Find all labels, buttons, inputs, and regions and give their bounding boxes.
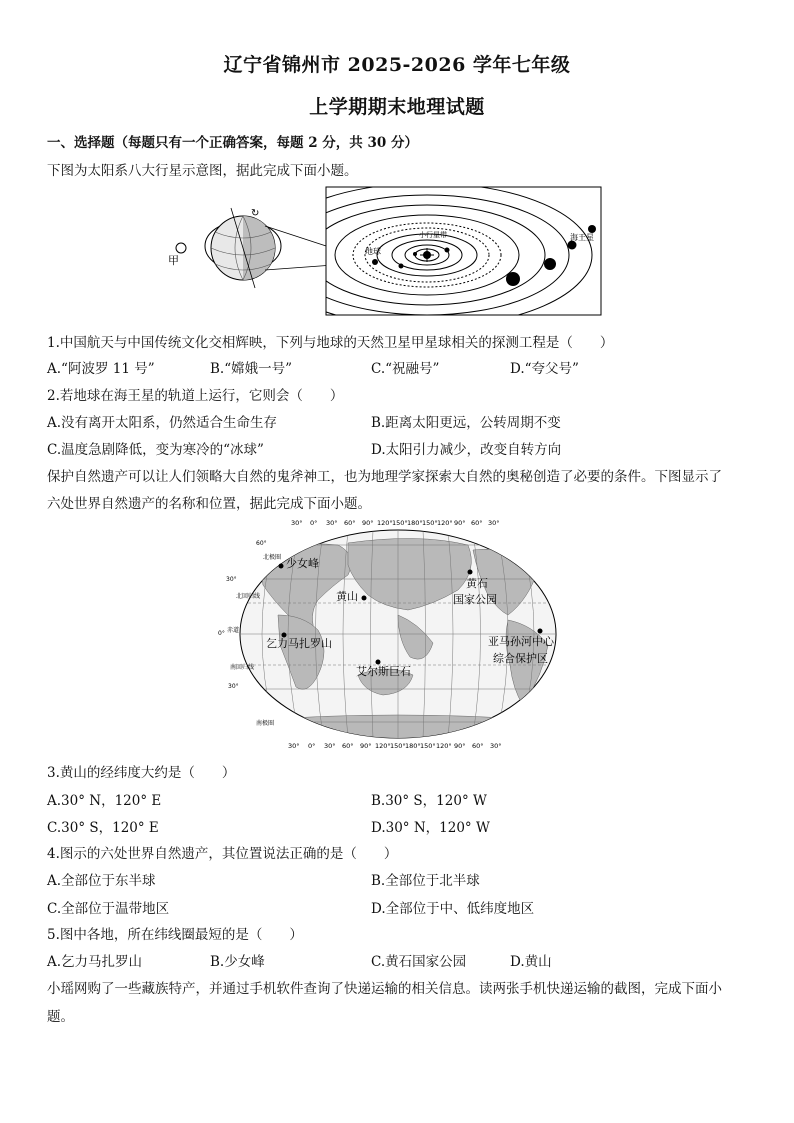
- intro-express-line1: 小瑶网购了一些藏族特产，并通过手机软件查询了快递运输的相关信息。读两张手机快递运输的截图，完成下面小: [47, 981, 722, 997]
- svg-text:180°: 180°: [407, 519, 423, 527]
- q3-option-b[interactable]: B.30° S，120° W: [371, 793, 487, 809]
- svg-text:综合保护区: 综合保护区: [493, 652, 548, 665]
- q4-option-b[interactable]: B.全部位于北半球: [371, 873, 480, 889]
- svg-text:30°: 30°: [288, 742, 300, 750]
- intro-solar-system: 下图为太阳系八大行星示意图，据此完成下面小题。: [47, 163, 358, 179]
- intro-heritage-line1: 保护自然遗产可以让人们领略大自然的鬼斧神工，也为地理学家探索大自然的奥秘创造了必要的条件。下图显示了: [47, 469, 722, 485]
- q3-option-d[interactable]: D.30° N，120° W: [371, 820, 490, 836]
- label-asteroid-belt: 小行星带: [419, 231, 447, 239]
- q2-stem: 2.若地球在海王星的轨道上运行，它则会（ ）: [47, 388, 344, 404]
- svg-text:120°: 120°: [437, 519, 453, 527]
- svg-text:0°: 0°: [310, 519, 318, 527]
- svg-text:60°: 60°: [342, 742, 354, 750]
- svg-text:120°: 120°: [436, 742, 452, 750]
- lat-30s: 30°: [228, 683, 239, 690]
- longitude-ticks-top: [291, 519, 500, 527]
- q1-option-b[interactable]: B.“嫦娥一号”: [210, 361, 293, 377]
- solar-system-figure: [165, 184, 605, 318]
- q4-stem: 4.图示的六处世界自然遗产，其位置说法正确的是（ ）: [47, 846, 398, 862]
- svg-text:30°: 30°: [326, 519, 338, 527]
- intro-heritage-line2: 六处世界自然遗产的名称和位置，据此完成下面小题。: [47, 496, 371, 512]
- q2-option-a[interactable]: A.没有离开太阳系，仍然适合生命生存: [47, 415, 278, 431]
- longitude-ticks-bottom: [288, 742, 502, 750]
- svg-text:90°: 90°: [454, 742, 466, 750]
- section-header: 一、选择题（每题只有一个正确答案，每题 2 分，共 30 分）: [47, 135, 418, 151]
- tropic-cancer-label: 北回归线: [236, 593, 261, 600]
- tropic-capricorn-label: 南回归线: [230, 664, 255, 671]
- q5-option-a[interactable]: A.乞力马扎罗山: [47, 954, 143, 970]
- svg-text:黄石: 黄石: [466, 577, 488, 590]
- svg-text:120°: 120°: [377, 519, 393, 527]
- q2-option-c[interactable]: C.温度急剧降低，变为寒冷的“冰球”: [47, 442, 264, 458]
- svg-text:150°: 150°: [390, 742, 406, 750]
- svg-text:60°: 60°: [471, 519, 483, 527]
- svg-text:30°: 30°: [324, 742, 336, 750]
- arctic-circle-label: 北极圈: [263, 554, 282, 561]
- q1-option-d[interactable]: D.“夸父号”: [510, 361, 579, 377]
- q5-option-d[interactable]: D.黄山: [510, 954, 552, 970]
- earth-globe: [211, 208, 275, 288]
- svg-text:30°: 30°: [291, 519, 303, 527]
- svg-text:90°: 90°: [360, 742, 372, 750]
- label-jia: 甲: [168, 254, 179, 267]
- lat-60n: 60°: [256, 540, 267, 547]
- exam-title-line1: 辽宁省锦州市 2025-2026 学年七年级: [223, 54, 571, 76]
- q4-option-d[interactable]: D.全部位于中、低纬度地区: [371, 901, 535, 917]
- q3-option-a[interactable]: A.30° N，120° E: [47, 793, 162, 809]
- svg-text:90°: 90°: [362, 519, 374, 527]
- q3-option-c[interactable]: C.30° S，120° E: [47, 820, 159, 836]
- svg-text:60°: 60°: [344, 519, 356, 527]
- svg-text:30°: 30°: [490, 742, 502, 750]
- q5-stem: 5.图中各地，所在纬线圈最短的是（ ）: [47, 927, 303, 943]
- svg-text:150°: 150°: [392, 519, 408, 527]
- svg-text:↻: ↻: [251, 208, 260, 219]
- svg-text:少女峰: 少女峰: [286, 557, 319, 570]
- q5-option-b[interactable]: B.少女峰: [210, 954, 265, 970]
- svg-text:60°: 60°: [472, 742, 484, 750]
- svg-text:艾尔斯巨石: 艾尔斯巨石: [356, 665, 411, 678]
- equator-label: 赤道: [227, 627, 240, 634]
- antarctic-circle-label: 南极圈: [256, 720, 275, 727]
- label-earth: 地球: [365, 247, 381, 256]
- svg-text:180°: 180°: [405, 742, 421, 750]
- svg-text:30°: 30°: [488, 519, 500, 527]
- q1-option-c[interactable]: C.“祝融号”: [371, 361, 440, 377]
- q4-option-c[interactable]: C.全部位于温带地区: [47, 901, 170, 917]
- svg-text:黄山: 黄山: [336, 590, 358, 603]
- q3-stem: 3.黄山的经纬度大约是（ ）: [47, 765, 236, 781]
- svg-text:乞力马扎罗山: 乞力马扎罗山: [266, 637, 332, 650]
- exam-title-line2: 上学期期末地理试题: [309, 96, 485, 118]
- svg-text:90°: 90°: [454, 519, 466, 527]
- intro-express-line2: 题。: [47, 1009, 74, 1025]
- world-heritage-map: [218, 515, 578, 751]
- q2-option-d[interactable]: D.太阳引力减少，改变自转方向: [371, 442, 562, 458]
- q4-option-a[interactable]: A.全部位于东半球: [47, 873, 156, 889]
- svg-text:亚马孙河中心: 亚马孙河中心: [488, 635, 554, 648]
- svg-text:0°: 0°: [308, 742, 316, 750]
- svg-text:150°: 150°: [422, 519, 438, 527]
- lat-0: 0°: [218, 630, 225, 637]
- lat-30n: 30°: [226, 576, 237, 583]
- moon-jia: [176, 243, 186, 253]
- svg-text:120°: 120°: [375, 742, 391, 750]
- q2-option-b[interactable]: B.距离太阳更远，公转周期不变: [371, 415, 561, 431]
- q5-option-c[interactable]: C.黄石国家公园: [371, 954, 467, 970]
- svg-text:150°: 150°: [420, 742, 436, 750]
- label-neptune: 海王星: [570, 233, 594, 242]
- svg-text:国家公园: 国家公园: [453, 593, 497, 606]
- q1-stem: 1.中国航天与中国传统文化交相辉映，下列与地球的天然卫星甲星球相关的探测工程是（ ）: [47, 335, 614, 351]
- q1-option-a[interactable]: A.“阿波罗 11 号”: [47, 361, 155, 377]
